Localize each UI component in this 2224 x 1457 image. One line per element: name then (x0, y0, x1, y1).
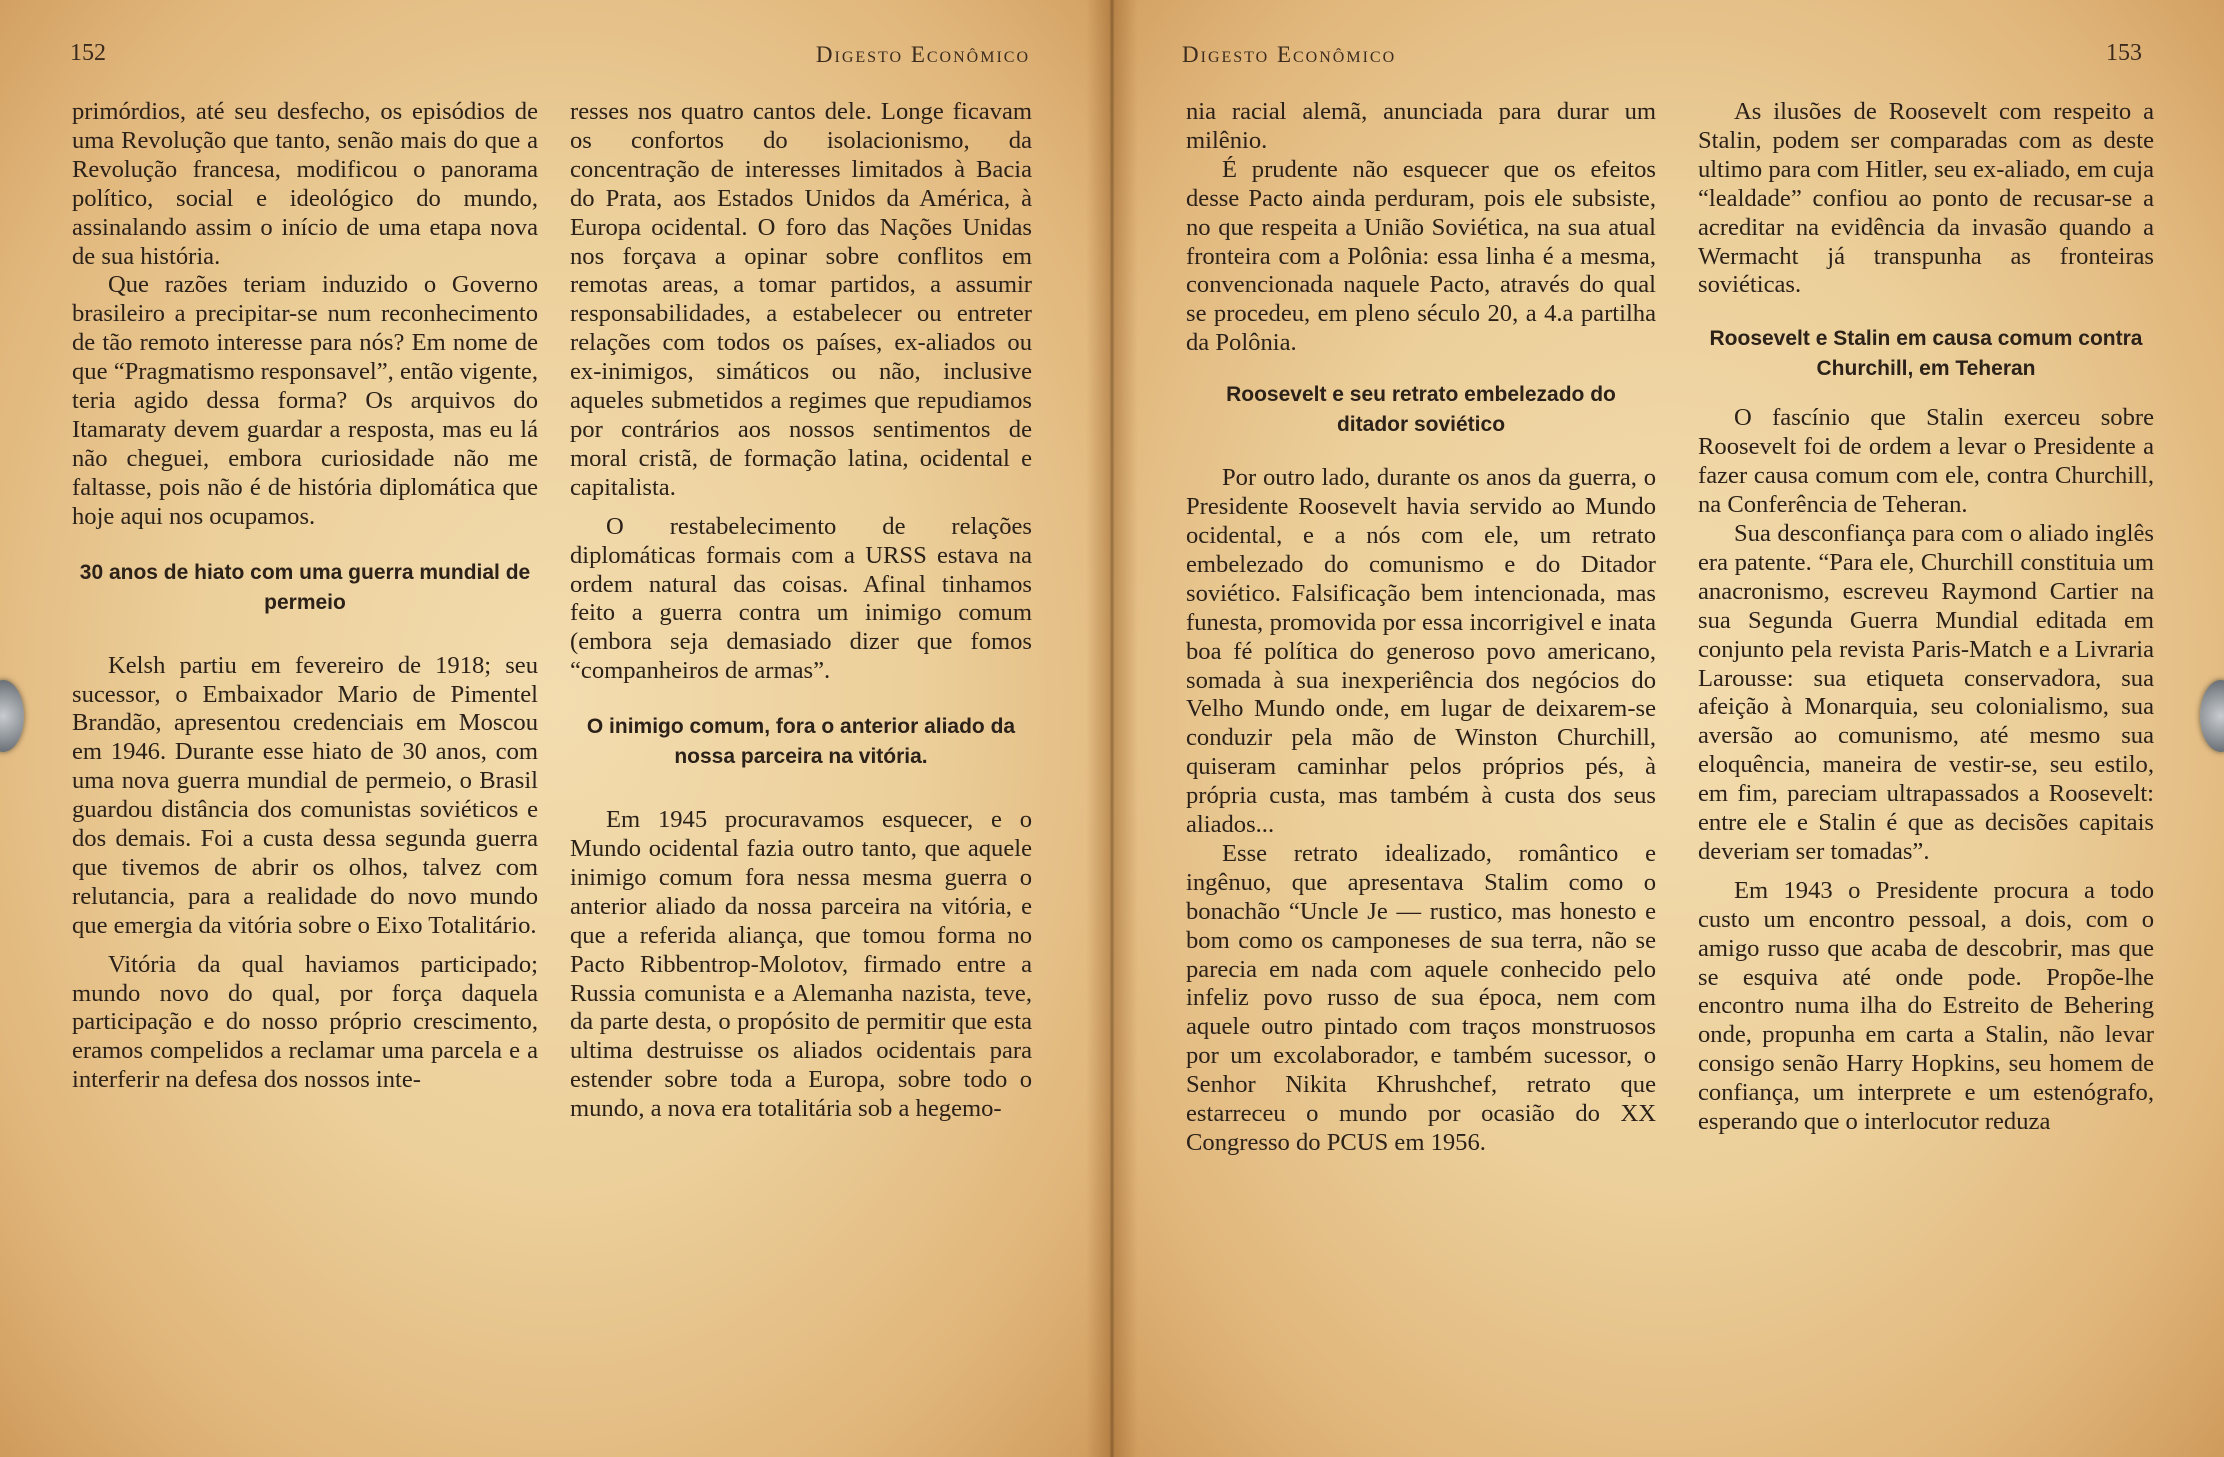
binder-clip-left (0, 680, 24, 752)
paragraph: Que razões teriam induzido o Governo brasileiro a precipitar-se num reconhecimento de tão remoto interesse para nós? Em nome de que “Pragmatismo responsavel”, então vigente, teria agido dessa forma? Os arquivos do Itamaraty devem guardar a resposta, mas eu lá não cheguei, embora curiosidade não me faltasse, pois não é de história diplomática que hoje aqui nos ocupamos. (72, 271, 538, 530)
section-heading: O inimigo comum, fora o anterior aliado da nossa parceira na vitória. (586, 715, 1016, 769)
left-page-header (70, 40, 1030, 76)
paragraph: O restabelecimento de relações diplomáticas formais com a URSS estava na ordem natural das coisas. Afinal tinhamos feito a guerra contra um inimigo comum (embora seja demasiado dizer que fomos “companheiros de armas”. (570, 512, 1032, 685)
right-page-column-1 (1186, 98, 1656, 1158)
page-number: 153 (2106, 40, 2142, 66)
paragraph: Por outro lado, durante os anos da guerra, o Presidente Roosevelt havia servido ao Mundo ocidental, e a nós com ele, um retrato embelezado do comunismo e do Ditador soviético. Falsificação bem intencionada, mas funesta, promovida por essa incorrigivel e inata boa fé política do generoso povo americano, somada à sua inexperiência dos negócios do Velho Mundo onde, em lugar de deixarem-se conduzir pela mão de Winston Churchill, quiseram caminhar pelos próprios pés, à própria custa, mas também à custa dos seus aliados... (1186, 464, 1656, 839)
paragraph: primórdios, até seu desfecho, os episódios de uma Revolução que tanto, senão mais do que a Revolução francesa, modificou o panorama político, social e ideológico do mundo, assinalando assim o início de uma etapa nova de sua história. (72, 98, 538, 270)
paragraph: Sua desconfiança para com o aliado inglês era patente. “Para ele, Churchill constituia um anacronismo, escreveu Raymond Cartier na sua Segunda Guerra Mundial editada em conjunto pela revista Paris-Match e a Livraria Larousse: sua etiqueta conservadora, sua afeição à Monarquia, seu colonialismo, sua aversão ao comunismo, até mesmo sua eloquência, maneira de vestir-se, seu estilo, em fim, pareciam ultrapassados a Roosevelt: entre ele e Stalin é que as decisões capitais deveriam ser tomadas”. (1698, 519, 2154, 865)
page-number: 152 (70, 40, 106, 66)
paragraph: resses nos quatro cantos dele. Longe ficavam os confortos do isolacionismo, da concentração de interesses limitados à Bacia do Prata, aos Estados Unidos da América, à Europa ocidental. O foro das Nações Unidas nos forçava a opinar sobre conflitos em remotas areas, a tomar partidos, a assumir responsabilidades, a estabelecer ou entreter relações com todos os países, ex-aliados ou ex-inimigos, simáticos ou não, inclusive aqueles submetidos a regimes que repudiamos por contrários aos nossos sentimentos de moral cristã, de formação latina, ocidental e capitalista. (570, 98, 1032, 501)
section-heading: 30 anos de hiato com uma guerra mundial de permeio (79, 560, 531, 614)
left-page-column-1 (72, 98, 538, 1095)
binder-clip-right (2200, 680, 2224, 752)
section-heading: Roosevelt e Stalin em causa comum contra Churchill, em Teheran (1709, 327, 2143, 381)
paragraph: É prudente não esquecer que os efeitos desse Pacto ainda perduram, pois ele subsiste, no que respeita a União Soviética, na sua atual fronteira com a Polônia: essa linha é a mesma, convencionada naquele Pacto, através do qual se procedeu, em pleno século 20, a 4.a partilha da Polônia. (1186, 155, 1656, 357)
paragraph: As ilusões de Roosevelt com respeito a Stalin, podem ser comparadas com as deste ultimo para com Hitler, seu ex-aliado, em cuja “lealdade” confiou ao ponto de recusar-se a acreditar na evidência da invasão quando a Wermacht já transpunha as fronteiras soviéticas. (1698, 98, 2154, 299)
running-head: Digesto Econômico (1182, 42, 1397, 67)
paragraph: O fascínio que Stalin exerceu sobre Roosevelt foi de ordem a levar o Presidente a fazer causa comum com ele, contra Churchill, na Conferência de Teheran. (1698, 404, 2154, 519)
paragraph: Em 1945 procuravamos esquecer, e o Mundo ocidental fazia outro tanto, que aquele inimigo comum fora nessa mesma guerra o anterior aliado da nossa parceira na vitória, e que a referida aliança, que tomou forma no Pacto Ribbentrop-Molotov, firmado entre a Russia comunista e a Alemanha nazista, teve, da parte desta, o propósito de permitir que esta ultima destruisse os aliados ocidentais para estender sobre toda a Europa, sobre todo o mundo, a nova era totalitária sob a hegemo- (570, 806, 1032, 1123)
paragraph: nia racial alemã, anunciada para durar um milênio. (1186, 98, 1656, 154)
paragraph: Em 1943 o Presidente procura a todo custo um encontro pessoal, a dois, com o amigo russo que acaba de descobrir, mas que se esquiva até onde pode. Propõe-lhe encontro numa ilha do Estreito de Behering onde, propunha em carta a Stalin, não levar consigo senão Harry Hopkins, seu homem de confiança, um interprete e um estenógrafo, esperando que o interlocutor reduza (1698, 876, 2154, 1136)
section-heading: Roosevelt e seu retrato embelezado do ditador soviético (1226, 383, 1616, 437)
paragraph: Kelsh partiu em fevereiro de 1918; seu sucessor, o Embaixador Mario de Pimentel Brandão, apresentou credenciais em Moscou em 1946. Durante esse hiato de 30 anos, com uma nova guerra mundial de permeio, o Brasil guardou distância dos comunistas soviéticos e dos demais. Foi a custa dessa segunda guerra que tivemos de abrir os olhos, talvez com relutancia, para a realidade do novo mundo que emergia da vitória sobre o Eixo Totalitário. (72, 651, 538, 939)
paragraph: Vitória da qual haviamos participado; mundo novo do qual, por força daquela participação e do nosso próprio crescimento, eramos compelidos a reclamar uma parcela e a interferir na defesa dos nossos inte- (72, 950, 538, 1094)
right-page-header (1182, 40, 2142, 76)
left-page-column-2 (570, 98, 1032, 1124)
running-head: Digesto Econômico (815, 42, 1030, 67)
right-page (1112, 0, 2224, 1457)
right-page-column-2 (1698, 98, 2154, 1137)
paragraph: Esse retrato idealizado, romântico e ingênuo, que apresentava Stalim como o bonachão “Uncle Je — rustico, mas honesto e bom como os camponeses de sua terra, não se parecia em nada com aquele conhecido pelo infeliz povo russo de sua época, nem com aquele outro pintado com traços monstruosos por um excolaborador, e também sucessor, o Senhor Nikita Khrushchef, retrato que estarreceu o mundo por ocasião do XX Congresso do PCUS em 1956. (1186, 839, 1656, 1156)
